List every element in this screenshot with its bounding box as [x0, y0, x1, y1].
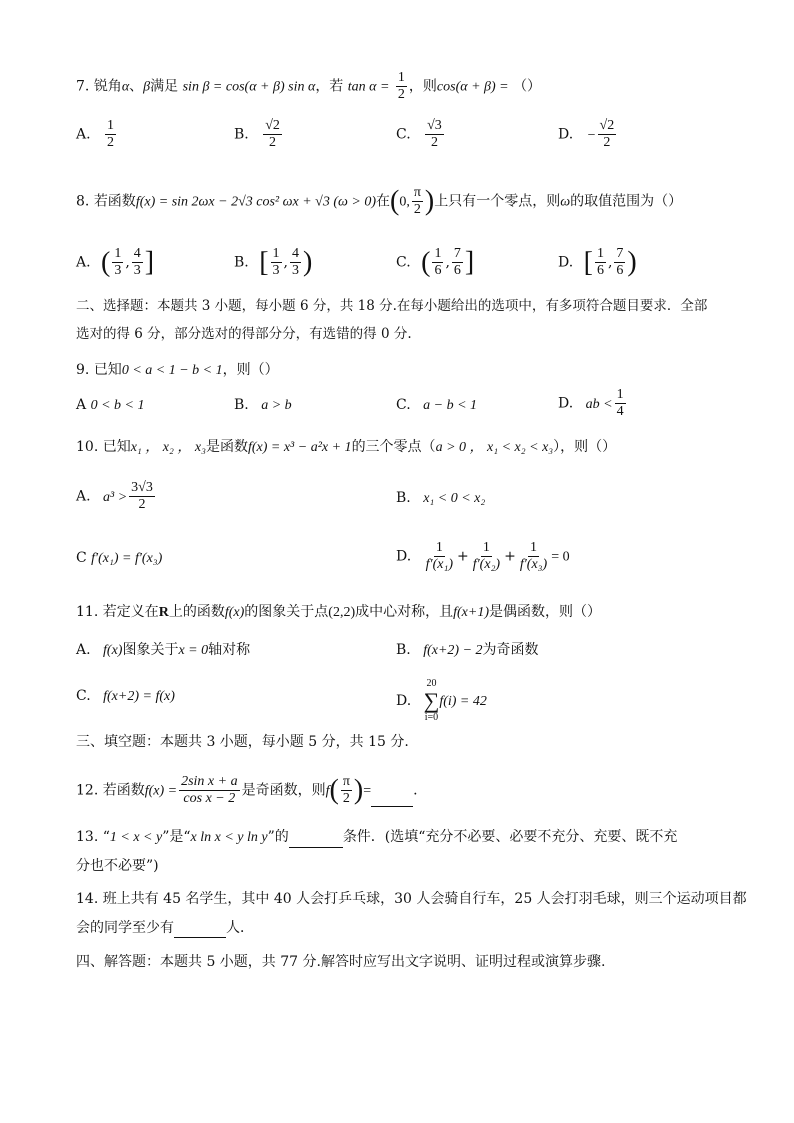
option-text: x₁ < 0 < x₂: [423, 491, 486, 506]
q9-option-c[interactable]: [396, 395, 477, 416]
q8-stem: 8. 若函数f(x) = sin 2ωx − 2√3 cos² ωx + √3 (ω > 0)在(0, $\frac{\pi}{2}$ )上只有一个零点，则ω的取值范围为（）: [76, 185, 683, 217]
q13-number: 13.: [76, 829, 99, 845]
q7-text-a: 锐角: [93, 78, 122, 95]
q10-option-b[interactable]: [396, 488, 485, 509]
q7-sep: 、: [129, 78, 144, 95]
q10-option-c[interactable]: [76, 548, 162, 569]
q11-fx: f(x): [224, 605, 245, 620]
q11-option-a[interactable]: A. f(x)图象关于x = 0轴对称: [76, 642, 251, 658]
q10-stem: [76, 437, 616, 458]
q7-paren: （）: [513, 78, 542, 95]
q12-stem: 12. 若函数f(x) = $\frac{\text{2sin x + a}}{\text{cos x − 2}}$ 是奇函数，则f( $\frac{\pi}{2}$ )= .: [76, 774, 418, 806]
q7-beta: β: [143, 79, 151, 95]
q9-option-a[interactable]: [76, 395, 144, 416]
option-label: C.: [396, 397, 411, 413]
q10-function: f(x) = x³ − a²x + 1: [247, 440, 352, 455]
option-text: a − b < 1: [423, 398, 478, 413]
q14-line2: 会的同学至少有 人．: [76, 920, 254, 936]
q8-option-d[interactable]: D. [ $\frac{1}{6}$ , $\frac{7}{6}$ ): [558, 246, 637, 278]
q8-text-a: 若函数: [93, 193, 136, 210]
section4-heading: 四、解答题：本题共 5 小题，共 77 分.解答时应写出文字说明、证明过程或演算步骤.: [76, 954, 606, 970]
answer-blank[interactable]: [289, 833, 343, 848]
q11-text-e: 是偶函数，则（）: [488, 604, 601, 620]
option-label: B.: [234, 254, 249, 271]
q11-text-a: 若定义在: [102, 604, 159, 620]
option-label: C: [76, 550, 87, 566]
q7-tan: tan α =: [347, 79, 390, 95]
q7-c-fraction: $\frac{√3}{2}$: [427, 118, 442, 150]
section2-line1: 二、选择题：本题共 3 小题，每小题 6 分，共 18 分.在每小题给出的选项中，有多项符合题目要求．全部: [76, 298, 708, 314]
option-text: ab <: [585, 396, 613, 412]
minus-sign: −: [587, 127, 596, 143]
option-label: C.: [396, 254, 411, 271]
q12-text-a: 若函数: [102, 782, 145, 799]
q11-option-d[interactable]: D. 20 ∑ i=0 f(i) = 42: [396, 678, 487, 723]
option-text: 0 < b < 1: [90, 398, 145, 413]
q8-number: 8.: [76, 193, 90, 210]
option-label: B.: [396, 490, 411, 506]
q7-d-fraction: $\frac{√2}{2}$: [599, 118, 615, 150]
q9-stem: [76, 360, 279, 381]
q12-fraction: $\frac{\text{2sin x + a}}{\text{cos x − 2}}$: [181, 774, 238, 806]
q14-line1: 14. 班上共有 45 名学生，其中 40 人会打乒乓球，30 人会骑自行车，25 人会打羽毛球，则三个运动项目都: [76, 891, 747, 907]
q11-number: 11.: [76, 604, 99, 620]
q7-text-d: ，则: [408, 78, 437, 95]
q7-option-b[interactable]: [234, 118, 284, 151]
q7-stem: [76, 70, 541, 103]
q8-text-d: 的取值范围为（）: [570, 193, 683, 210]
q9-option-d[interactable]: [558, 387, 628, 420]
q7-number: 7.: [76, 78, 90, 95]
q8-pi-fraction: $\frac{\pi}{2}$: [413, 185, 421, 217]
option-label: C.: [76, 688, 91, 704]
q11-option-b[interactable]: B. f(x+2) − 2为奇函数: [396, 642, 539, 658]
option-label: B.: [396, 642, 411, 658]
answer-blank[interactable]: [174, 923, 226, 938]
q10-number: 10.: [76, 439, 99, 455]
q7-option-d[interactable]: [558, 118, 618, 151]
q10-text-c: 的三个零点（: [351, 439, 436, 455]
q9-option-b[interactable]: [234, 395, 292, 416]
q7-option-c[interactable]: [396, 118, 446, 151]
answer-blank[interactable]: [371, 792, 413, 807]
q11-text-b: 上的函数: [168, 604, 225, 620]
q8-function: f(x) = sin 2ωx − 2√3 cos² ωx + √3 (ω > 0): [135, 194, 376, 210]
q9-tail: ，则（）: [222, 362, 279, 378]
q11-option-c[interactable]: C. f(x+2) = f(x): [76, 688, 175, 704]
q11-text-c: 的图象关于点: [244, 604, 329, 620]
section2-line2: 选对的得 6 分，部分选对的得部分分，有选错的得 0 分.: [76, 326, 412, 342]
q10-vars: x₁ ， x₂ ， x₃: [130, 440, 206, 455]
q8-omega: ω: [560, 194, 571, 210]
q13-line2: 分也不必要”): [76, 858, 159, 874]
q10-text-b: 是函数: [205, 439, 248, 455]
q13-line1: 13. “1 < x < y”是“x ln x < y ln y”的 条件．(选填“充分不必要、必要不充分、充要、既不充: [76, 827, 677, 848]
section3-heading: 三、填空题：本题共 3 小题，每小题 5 分，共 15 分.: [76, 734, 409, 750]
option-label: B.: [234, 126, 249, 143]
q11-point: (2,2): [328, 605, 356, 620]
q11-stem: [76, 602, 601, 623]
option-text: f′(x₁) = f′(x₃): [91, 551, 163, 566]
q10-condition: a > 0 ， x₁ < x₂ < x₃: [435, 440, 554, 455]
option-label: D.: [558, 126, 574, 143]
q12-number: 12.: [76, 782, 99, 799]
option-label: A.: [76, 488, 91, 505]
q10-tail: ），则（）: [553, 439, 617, 455]
q7-text-c: ，若: [315, 78, 344, 95]
option-label: C.: [396, 126, 411, 143]
q9-number: 9.: [76, 362, 90, 378]
q11-text-d: 成中心对称，且: [355, 604, 454, 620]
q7-a-fraction: $\frac{1}{2}$: [107, 118, 115, 150]
option-text: a > b: [261, 398, 292, 413]
option-label: D.: [396, 693, 412, 709]
q9-condition: 0 < a < 1 − b < 1: [121, 363, 223, 378]
option-label: D.: [558, 395, 574, 412]
option-label: A: [76, 397, 87, 413]
option-text: a³ >: [103, 489, 128, 505]
q7-tan-fraction: $\frac{1}{2}$: [397, 70, 405, 102]
q7-b-fraction: $\frac{√2}{2}$: [265, 118, 280, 150]
q8-option-c[interactable]: C. ( $\frac{1}{6}$ , $\frac{7}{6}$ ]: [396, 246, 475, 278]
option-label: B.: [234, 397, 249, 413]
q7-option-a[interactable]: [76, 118, 118, 151]
option-label: A.: [76, 642, 91, 658]
q8-option-b[interactable]: B. [ $\frac{1}{3}$ , $\frac{4}{3}$ ): [234, 246, 313, 278]
q7-ask: cos(α + β) =: [436, 79, 509, 95]
q12-fx: f(x) =: [144, 783, 178, 799]
option-label: A.: [76, 126, 91, 143]
q8-text-c: 上只有一个零点，则: [434, 193, 561, 210]
q12-text-b: 是奇函数，则: [241, 782, 326, 799]
q11-fx1: f(x+1): [453, 605, 489, 620]
q10-option-a[interactable]: [76, 480, 157, 513]
option-label: A.: [76, 254, 91, 271]
option-label: D.: [396, 548, 412, 565]
q9-d-fraction: $\frac{1}{4}$: [616, 387, 624, 419]
q10-option-d[interactable]: D. $\frac{1}{\text{f′(x₁)}}$ + $\frac{1}{\text{f′(x₂)}}$ + $\frac{1}{\text{f′(x₃)}}$ = 0: [396, 540, 570, 572]
q8-option-a[interactable]: A. ( $\frac{1}{3}$ , $\frac{4}{3}$ ]: [76, 246, 155, 278]
q10-a-fraction: $\frac{3√3}{2}$: [131, 480, 153, 512]
sum-symbol: 20 ∑ i=0: [423, 678, 440, 723]
q8-text-b: 在: [376, 193, 390, 210]
q8-interval-left: 0,: [399, 194, 410, 210]
q11-real-set: R: [158, 605, 169, 620]
option-label: D.: [558, 254, 574, 271]
q7-text-b: 满足: [150, 78, 179, 95]
q7-condition: sin β = cos(α + β) sin α: [182, 79, 316, 95]
q10-text-a: 已知: [102, 439, 131, 455]
q9-text: 已知: [93, 362, 122, 378]
q7-alpha: α: [121, 79, 130, 95]
